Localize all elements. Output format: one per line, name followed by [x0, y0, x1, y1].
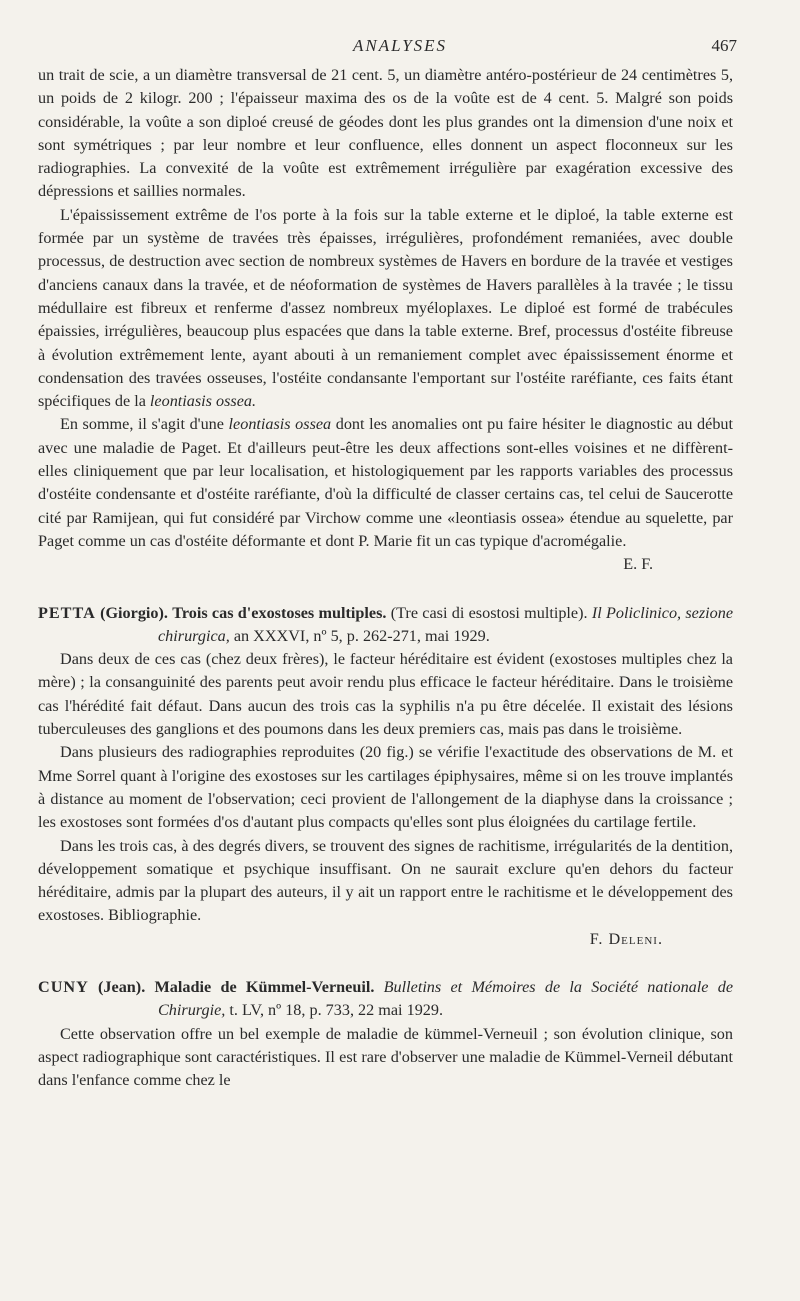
review3-citation: t. LV, nº 18, p. 733, 22 mai 1929. [229, 1001, 444, 1020]
review1-paragraph-2-text: L'épaississement extrême de l'os porte à la fois sur la table externe et le diploé, la table externe est formée par un système de travées très épaisses, irrégulières, profondément remaniées, avec double processus, de destruction avec section de nombreux systèmes de Havers en bordure de la travée et vestiges d'anciens canaux dans la travée, et de néoformation de systèmes de Havers parallèles à la travée ; le tissu médullaire est fibreux et renferme d'assez nombreux myéloplaxes. Le diploé est formé de trabécules épaissies, irrégulières, beaucoup plus espacées que dans la table externe. Bref, processus d'ostéite fibreuse à évolution extrêmement lente, ayant abouti à un remaniement complet avec épaississement énorme et condensation des travées osseuses, l'ostéite condansante l'emportant sur l'ostéite raréfiante, ces faits étant spécifiques de la [38, 205, 733, 411]
review1-signature: E. F. [623, 555, 653, 574]
review2-paragraph-2: Dans plusieurs des radiographies reproduites (20 fig.) se vérifie l'exactitude des observations de M. et Mme Sorrel quant à l'origine des exostoses sur les cartilages épiphysaires, même si on les trouve implantés à distance au moment de l'observation; ceci provient de l'allongement de la diaphyse dans la croissance ; les exostoses sont formées d'os d'autant plus compacts qu'elles sont plus éloignées du cartilage fertile. [38, 743, 733, 832]
review1-paragraph-3 [38, 413, 733, 553]
review1-paragraph-2 [38, 204, 733, 414]
review2-original-title: (Tre casi di esostosi multiple). [390, 603, 588, 622]
review1-paragraph-2-term: leontiasis ossea. [149, 392, 257, 411]
review3-author-given: (Jean). [98, 977, 146, 996]
review3-heading [38, 976, 733, 1023]
review1-paragraph-1: un trait de scie, a un diamètre transversal de 21 cent. 5, un diamètre antéro-postérieur de 24 centimètres 5, un poids de 2 kilogr. 200 ; l'épaisseur maxima des os de la voûte est de 4 cent. 5. Malgré son poids considérable, la voûte a son diploé creusé de géodes dont les plus grandes ont la dimension d'une noix et sont symétriques ; par leur nombre et leur confluence, elles donnent un aspect floconneux sur les radiographies. La convexité de la voûte est extrêmement irrégulière par exagération excessive des dépressions et saillies normales. [38, 66, 733, 201]
review3-paragraph-1: Cette observation offre un bel exemple de maladie de kümmel-Verneuil ; son évolution clinique, son aspect radiographique sont caractéristiques. Il est rare d'observer une maladie de Kümmel-Verneil débutant dans l'enfance comme chez le [38, 1024, 733, 1090]
review2-paragraph-1: Dans deux de ces cas (chez deux frères), le facteur héréditaire est évident (exostoses multiples chez la mère) ; la consanguinité des parents peut avoir rendu plus efficace le facteur héréditaire. Dans le troisième cas l'hérédité fait défaut. Dans aucun des trois cas la syphilis n'a pu être décelée. Il existait des lésions tuberculeuses des ganglions et des poumons dans les deux premiers cas, mais pas dans le troisième. [38, 650, 733, 739]
review2-citation: an XXXVI, nº 5, p. 262-271, mai 1929. [233, 626, 490, 645]
review3-author: CUNY [38, 977, 89, 996]
page-number: 467 [711, 36, 737, 55]
review2-author: PETTA [38, 603, 96, 622]
review2-paragraph-3: Dans les trois cas, à des degrés divers, se trouvent des signes de rachitisme, irrégularités de la dentition, développement somatique et psychique insuffisant. On ne saurait exclure qu'en dehors du facteur héréditaire, admis par la plupart des auteurs, il y ait un rapport entre le rachitisme et le développement des exostoses. Bibliographie. [38, 836, 733, 925]
review3-title: Maladie de Kümmel-Verneuil. [154, 977, 375, 996]
section-gap [38, 951, 733, 976]
review1-paragraph-3-text: dont les anomalies ont pu faire hésiter le diagnostic au début avec une maladie de Paget. Et d'ailleurs peut-être les deux affections sont-elles voisines et ne diffèrent-elles cliniquement que par leur localisation, et histologiquement par les rapports variables des processus d'ostéite condensante et d'ostéite raréfiante, d'où la difficulté de classer certains cas, tel celui de Saucerotte cité par Ramijean, qui fut considéré par Virchow comme une «leontiasis ossea» étendue au squelette, par Paget comme un cas d'ostéite déformante et dont P. Marie fit un cas typique d'acromégalie. [38, 415, 734, 550]
section-gap [38, 577, 733, 602]
review2-heading [38, 602, 733, 649]
review1-paragraph-3-term: leontiasis ossea [228, 415, 332, 434]
review2-journal: Il Policlinico, sezione chirurgica, [158, 603, 734, 645]
review3-journal: Bulletins et Mémoires de la Société nationale de Chirurgie, [158, 977, 734, 1020]
review1-paragraph-3-lead: En somme, il s'agit d'une [60, 415, 224, 434]
running-title: ANALYSES [352, 36, 448, 55]
review2-title: Trois cas d'exostoses multiples. [172, 603, 387, 622]
running-header [0, 36, 800, 60]
review2-signature: F. Deleni. [589, 929, 663, 948]
review2-author-given: (Giorgio). [100, 603, 168, 622]
article-body [38, 64, 733, 1092]
